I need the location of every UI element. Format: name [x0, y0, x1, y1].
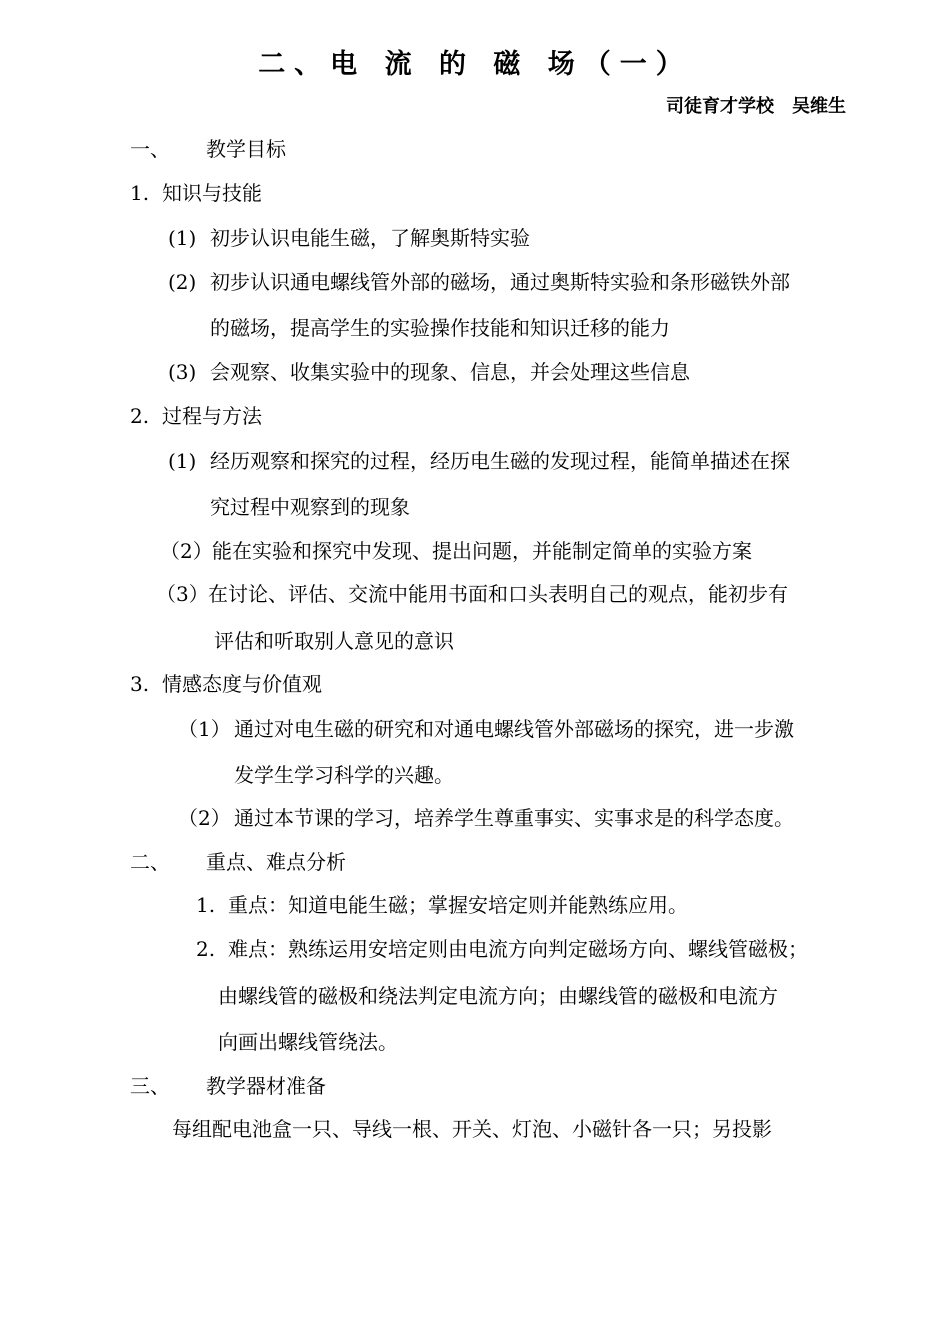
item-number: （1）	[178, 717, 231, 741]
section-1-number: 一、	[130, 137, 170, 161]
item-number: (1)	[168, 449, 197, 473]
section-1-heading: 教学目标	[206, 137, 286, 161]
item-text-continued: 究过程中观察到的现象	[210, 495, 410, 519]
item-text: 重点：知道电能生磁；掌握安培定则并能熟练应用。	[228, 893, 688, 917]
section-3-number: 三、	[130, 1074, 170, 1098]
section-2-number: 二、	[130, 850, 170, 874]
item-text: 初步认识电能生磁，了解奥斯特实验	[210, 226, 530, 250]
item-number: (2)	[168, 270, 197, 294]
item-text-continued: 由螺线管的磁极和绕法判定电流方向；由螺线管的磁极和电流方	[218, 984, 778, 1008]
item-number: （2）	[178, 806, 231, 830]
item-number: （3）	[156, 582, 209, 606]
subsection-3-number: 3.	[130, 672, 150, 696]
author-name: 吴维生	[792, 96, 846, 117]
item-text-continued: 发学生学习科学的兴趣。	[234, 763, 454, 787]
paragraph-text: 每组配电池盒一只、导线一根、开关、灯泡、小磁针各一只；另投影	[172, 1117, 772, 1141]
author-line	[666, 94, 846, 120]
item-number: 2.	[196, 937, 216, 961]
item-text: 能在实验和探究中发现、提出问题，并能制定简单的实验方案	[212, 539, 752, 563]
item-text: 难点：熟练运用安培定则由电流方向判定磁场方向、螺线管磁极；	[228, 937, 808, 961]
subsection-1-number: 1.	[130, 181, 150, 205]
subsection-2-heading: 过程与方法	[162, 404, 262, 428]
author-school: 司徒育才学校	[666, 96, 774, 117]
item-text: 会观察、收集实验中的现象、信息，并会处理这些信息	[210, 360, 690, 384]
subsection-1-heading: 知识与技能	[162, 181, 262, 205]
subsection-2-number: 2.	[130, 404, 150, 428]
item-text: 经历观察和探究的过程，经历电生磁的发现过程，能简单描述在探	[210, 449, 790, 473]
item-text: 通过对电生磁的研究和对通电螺线管外部磁场的探究，进一步激	[234, 717, 794, 741]
subsection-3-heading: 情感态度与价值观	[162, 672, 322, 696]
item-number: (1)	[168, 226, 197, 250]
item-text-continued: 的磁场，提高学生的实验操作技能和知识迁移的能力	[210, 316, 670, 340]
page-title: 二、电 流 的 磁 场（一）	[258, 49, 692, 80]
item-text-continued: 评估和听取别人意见的意识	[214, 629, 454, 653]
item-text: 初步认识通电螺线管外部的磁场，通过奥斯特实验和条形磁铁外部	[210, 270, 790, 294]
item-text-continued: 向画出螺线管绕法。	[218, 1030, 398, 1054]
item-number: (3)	[168, 360, 197, 384]
section-2-heading: 重点、难点分析	[206, 850, 346, 874]
item-text: 通过本节课的学习，培养学生尊重事实、实事求是的科学态度。	[234, 806, 794, 830]
item-text: 在讨论、评估、交流中能用书面和口头表明自己的观点，能初步有	[208, 582, 788, 606]
section-3-heading: 教学器材准备	[206, 1074, 326, 1098]
item-number: （2）	[160, 539, 213, 563]
item-number: 1.	[196, 893, 216, 917]
